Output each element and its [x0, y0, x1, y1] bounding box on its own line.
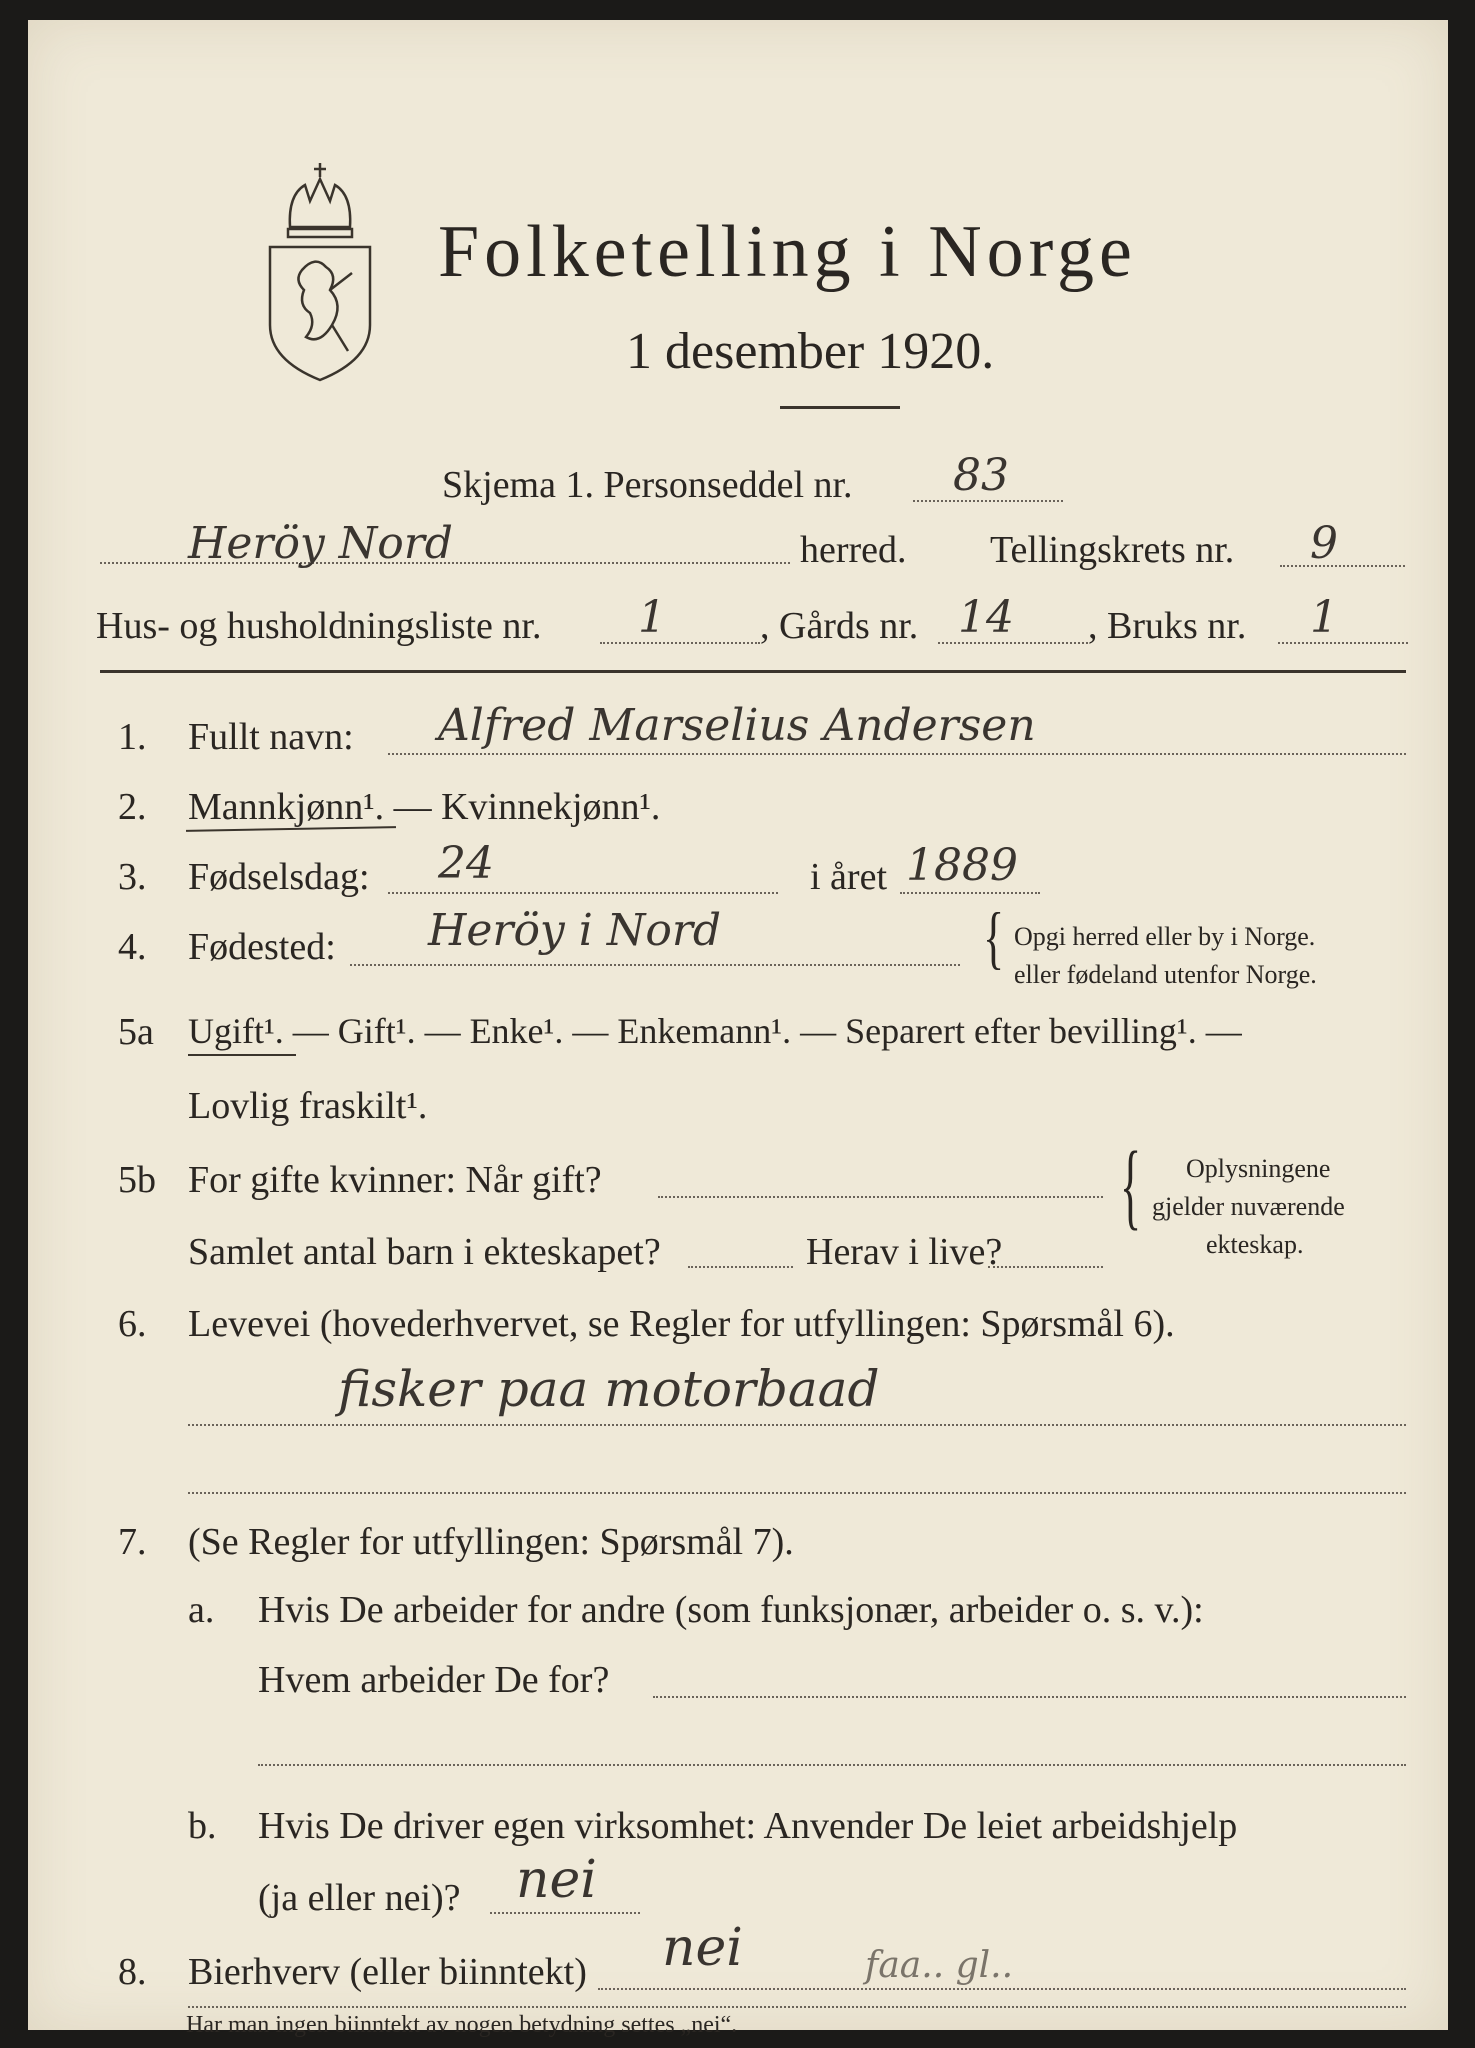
footer-note: Har man ingen biinntekt av nogen betydning settes „nei“. [186, 2012, 738, 2038]
header-rule [100, 670, 1406, 673]
tellingskrets-label: Tellingskrets nr. [990, 529, 1235, 571]
q6-label: Levevei (hovederhvervet, se Regler for utfyllingen: Spørsmål 6). [188, 1303, 1175, 1345]
q5b-line-1: For gifte kvinner: Når gift? [188, 1159, 602, 1201]
husliste-value: 1 [638, 592, 666, 643]
herred-value: Heröy Nord [188, 518, 453, 569]
schema-number: 83 [953, 450, 1009, 501]
q5a-number: 5a [118, 1011, 154, 1053]
form-title: Folketelling i Norge [438, 211, 1137, 293]
form-date: 1 desember 1920. [626, 323, 995, 380]
q4-value: Heröy i Nord [428, 905, 722, 956]
q5b-line-2a: Samlet antal barn i ekteskapet? [188, 1231, 661, 1273]
q3-year-label: i året [810, 856, 888, 898]
q8-number: 8. [118, 1951, 147, 1993]
q5b-note-2: gjelder nuværende [1152, 1192, 1345, 1221]
q4-number: 4. [118, 926, 147, 968]
q3-value: 24 [438, 838, 494, 889]
census-form [28, 20, 1448, 2030]
q1-label: Fullt navn: [188, 716, 354, 758]
coat-of-arms-icon [260, 155, 380, 385]
q7b-value: nei [516, 1850, 597, 1910]
q6-value: fisker paa motorbaad [338, 1360, 880, 1418]
q5b-brace: { [1120, 1131, 1142, 1240]
q7a-question: Hvem arbeider De for? [258, 1659, 610, 1701]
q7a-text: Hvis De arbeider for andre (som funksjonær, arbeider o. s. v.): [258, 1589, 1204, 1631]
q1-value: Alfred Marselius Andersen [438, 700, 1036, 751]
husliste-label: Hus- og husholdningsliste nr. [96, 605, 542, 647]
q5a-text: Ugift¹. — Gift¹. — Enke¹. — Enkemann¹. — Separert efter bevilling¹. — [188, 1011, 1242, 1051]
q4-brace: { [983, 898, 1005, 977]
gards-value: 14 [958, 592, 1014, 643]
gards-label: , Gårds nr. [760, 605, 919, 647]
q7b-question: (ja eller nei)? [258, 1877, 461, 1919]
q7-number: 7. [118, 1521, 147, 1563]
q5a-text-2: Lovlig fraskilt¹. [188, 1085, 428, 1127]
q5b-note-3: ekteskap. [1206, 1230, 1304, 1259]
q4-note-2: eller fødeland utenfor Norge. [1014, 960, 1317, 989]
q5b-number: 5b [118, 1159, 156, 1201]
q7b-letter: b. [188, 1805, 217, 1847]
q1-number: 1. [118, 716, 147, 758]
bruks-label: , Bruks nr. [1088, 605, 1247, 647]
herred-label: herred. [800, 529, 907, 571]
q4-label: Fødested: [188, 926, 336, 968]
q6-number: 6. [118, 1303, 147, 1345]
q3-label: Fødselsdag: [188, 856, 370, 898]
q8-label: Bierhverv (eller biinntekt) [188, 1951, 587, 1993]
q5a-underline [188, 1054, 296, 1056]
q3-number: 3. [118, 856, 147, 898]
q4-note-1: Opgi herred eller by i Norge. [1014, 922, 1316, 951]
schema-label: Skjema 1. Personseddel nr. [442, 464, 853, 506]
q7b-text: Hvis De driver egen virksomhet: Anvender De leiet arbeidshjelp [258, 1805, 1238, 1847]
q5b-note-1: Oplysningene [1186, 1154, 1331, 1183]
bruks-value: 1 [1310, 592, 1338, 643]
q7a-letter: a. [188, 1589, 215, 1631]
q7-label: (Se Regler for utfyllingen: Spørsmål 7). [188, 1521, 794, 1563]
q8-value: nei [662, 1918, 743, 1978]
q2-text: Mannkjønn¹. — Kvinnekjønn¹. [188, 786, 661, 828]
q5b-line-2b: Herav i live? [806, 1231, 1003, 1273]
q3-year-value: 1889 [906, 840, 1018, 891]
q2-number: 2. [118, 786, 147, 828]
title-divider [780, 406, 900, 409]
tellingskrets-value: 9 [1310, 518, 1338, 569]
q8-extra-note: faa.. gl.. [865, 1945, 1014, 1986]
